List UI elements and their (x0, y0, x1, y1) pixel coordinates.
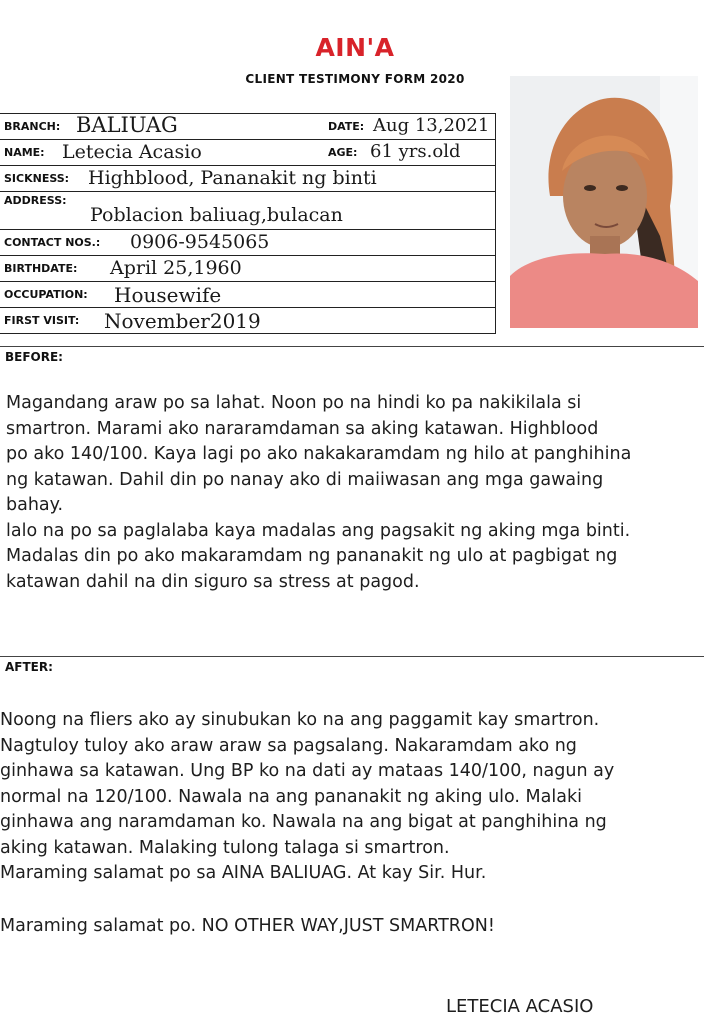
client-photo (510, 76, 698, 328)
signature-name: LETECIA ACASIO (446, 996, 594, 1017)
sickness-row (0, 166, 496, 192)
branch-label: BRANCH: (4, 120, 61, 133)
after-divider (0, 656, 704, 657)
name-row (0, 140, 496, 166)
occupation-value: Housewife (114, 283, 222, 307)
address-row (0, 192, 496, 230)
occupation-label: OCCUPATION: (4, 288, 88, 301)
birthdate-value: April 25,1960 (110, 257, 242, 279)
first-visit-value: November2019 (104, 309, 261, 333)
before-text: Magandang araw po sa lahat. Noon po na hindi ko pa nakikilala si smartron. Marami ako nararamdaman sa aking katawan. Highblood po ako 140/100. Kaya lagi po ako nakakaramdam ng hilo at panghihina ng katawan. Dahil din po nanay ako di maiiwasan ang mga gawaing bahay. lalo na po sa paglalaba kaya madalas ang pagsakit ng aking mga binti. Madalas din po ako makaramdam ng pananakit ng ulo at pagbigat ng katawan dahil na din siguro sa stress at pagod. (6, 393, 632, 592)
name-label: NAME: (4, 146, 45, 159)
before-divider (0, 346, 704, 347)
occupation-row (0, 282, 496, 308)
branch-row (0, 114, 496, 140)
contact-row (0, 230, 496, 256)
birthdate-row (0, 256, 496, 282)
date-value: Aug 13,2021 (373, 115, 490, 136)
first-visit-row (0, 308, 496, 334)
contact-label: CONTACT NOS.: (4, 236, 101, 249)
address-label: ADDRESS: (4, 194, 67, 207)
branch-value: BALIUAG (76, 113, 178, 137)
contact-value: 0906-9545065 (130, 231, 270, 253)
closing-text: Maraming salamat po. NO OTHER WAY,JUST SMARTRON! (0, 916, 495, 936)
aina-logo: AIN'A (315, 33, 395, 62)
name-value: Letecia Acasio (62, 141, 202, 163)
form-title: CLIENT TESTIMONY FORM 2020 (245, 72, 465, 86)
before-label: BEFORE: (5, 350, 63, 364)
date-label: DATE: (328, 120, 365, 133)
age-value: 61 yrs.old (370, 141, 461, 162)
sickness-value: Highblood, Pananakit ng binti (88, 167, 377, 189)
age-label: AGE: (328, 146, 358, 159)
after-label: AFTER: (5, 660, 53, 674)
birthdate-label: BIRTHDATE: (4, 262, 78, 275)
first-visit-label: FIRST VISIT: (4, 314, 80, 327)
sickness-label: SICKNESS: (4, 172, 70, 185)
address-value: Poblacion baliuag,bulacan (90, 204, 343, 226)
after-text: Noong na fliers ako ay sinubukan ko na ang paggamit kay smartron. Nagtuloy tuloy ako araw araw sa pagsalang. Nakaramdam ako ng ginhawa sa katawan. Ung BP ko na dati ay mataas 140/100, nagun ay normal na 120/100. Nawala na ang pananakit ng aking ulo. Malaki ginhawa ang naramdaman ko. Nawala na ang bigat at panghihina ng aking katawan. Malaking tulong talaga si smartron. Maraming salamat po sa AINA BALIUAG. At kay Sir. Hur. (0, 710, 615, 883)
client-info-table (0, 113, 496, 334)
